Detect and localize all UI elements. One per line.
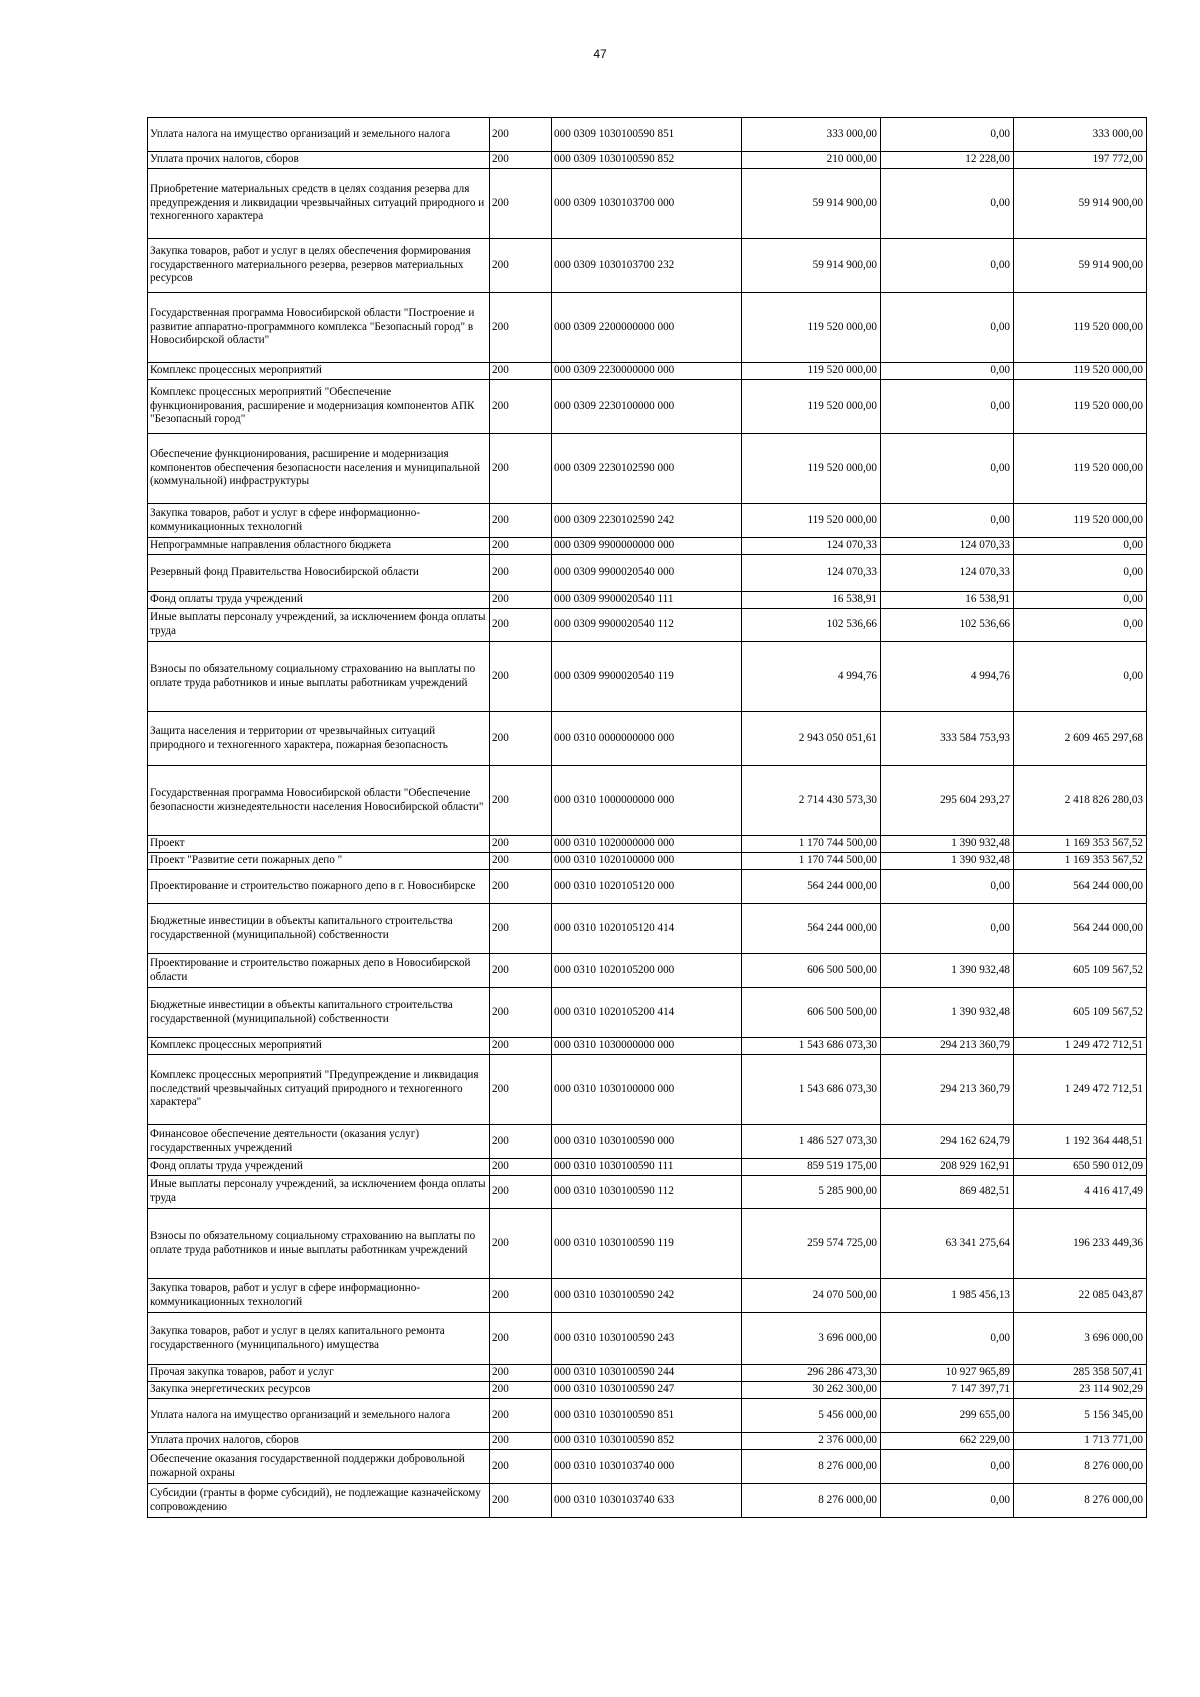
- row-name: Субсидии (гранты в форме субсидий), не подлежащие казначейскому сопровождению: [148, 1484, 490, 1518]
- row-executed-amount: 10 927 965,89: [881, 1365, 1014, 1382]
- row-executed-amount: 662 229,00: [881, 1433, 1014, 1450]
- table-row: [148, 836, 1147, 853]
- row-name: Уплата прочих налогов, сборов: [148, 152, 490, 169]
- row-approved-amount: 1 543 686 073,30: [742, 1038, 881, 1055]
- row-name: Проектирование и строительство пожарных депо в Новосибирской области: [148, 954, 490, 988]
- row-name: Взносы по обязательному социальному страхованию на выплаты по оплате труда работников и иные выплаты работникам учреждений: [148, 642, 490, 712]
- row-budget-classification-code: 000 0310 1020000000 000: [552, 836, 742, 853]
- row-budget-classification-code: 000 0310 1030103740 633: [552, 1484, 742, 1518]
- row-executed-amount: 0,00: [881, 1313, 1014, 1365]
- row-name: Закупка товаров, работ и услуг в сфере информационно-коммуникационных технологий: [148, 504, 490, 538]
- row-admin-code: 200: [490, 1484, 552, 1518]
- row-name: Закупка товаров, работ и услуг в целях капитального ремонта государственного (муниципального) имущества: [148, 1313, 490, 1365]
- table-row: [148, 1399, 1147, 1433]
- table-row: [148, 555, 1147, 592]
- row-name: Прочая закупка товаров, работ и услуг: [148, 1365, 490, 1382]
- row-approved-amount: 124 070,33: [742, 538, 881, 555]
- row-executed-amount: 299 655,00: [881, 1399, 1014, 1433]
- row-budget-classification-code: 000 0310 1030100000 000: [552, 1055, 742, 1125]
- table-row: [148, 1313, 1147, 1365]
- table-row: [148, 1125, 1147, 1159]
- table-row: [148, 853, 1147, 870]
- row-approved-amount: 119 520 000,00: [742, 293, 881, 363]
- row-admin-code: 200: [490, 363, 552, 380]
- row-remaining-amount: 1 249 472 712,51: [1014, 1055, 1147, 1125]
- row-name: Защита населения и территории от чрезвычайных ситуаций природного и техногенного характера, пожарная безопасность: [148, 712, 490, 766]
- row-budget-classification-code: 000 0310 1030103740 000: [552, 1450, 742, 1484]
- row-budget-classification-code: 000 0310 1030100590 851: [552, 1399, 742, 1433]
- row-remaining-amount: 59 914 900,00: [1014, 169, 1147, 239]
- row-admin-code: 200: [490, 504, 552, 538]
- row-remaining-amount: 196 233 449,36: [1014, 1209, 1147, 1279]
- row-remaining-amount: 285 358 507,41: [1014, 1365, 1147, 1382]
- row-budget-classification-code: 000 0310 1030100590 244: [552, 1365, 742, 1382]
- row-executed-amount: 0,00: [881, 1450, 1014, 1484]
- row-executed-amount: 1 390 932,48: [881, 853, 1014, 870]
- row-approved-amount: 606 500 500,00: [742, 954, 881, 988]
- row-remaining-amount: 59 914 900,00: [1014, 239, 1147, 293]
- row-budget-classification-code: 000 0310 1030100590 242: [552, 1279, 742, 1313]
- row-name: Закупка товаров, работ и услуг в сфере информационно-коммуникационных технологий: [148, 1279, 490, 1313]
- row-approved-amount: 2 376 000,00: [742, 1433, 881, 1450]
- row-remaining-amount: 1 169 353 567,52: [1014, 836, 1147, 853]
- row-admin-code: 200: [490, 1279, 552, 1313]
- table-row: [148, 954, 1147, 988]
- table-row: [148, 434, 1147, 504]
- row-remaining-amount: 605 109 567,52: [1014, 988, 1147, 1038]
- row-remaining-amount: 3 696 000,00: [1014, 1313, 1147, 1365]
- row-approved-amount: 2 943 050 051,61: [742, 712, 881, 766]
- row-approved-amount: 119 520 000,00: [742, 434, 881, 504]
- row-approved-amount: 859 519 175,00: [742, 1159, 881, 1176]
- row-approved-amount: 119 520 000,00: [742, 380, 881, 434]
- row-remaining-amount: 0,00: [1014, 642, 1147, 712]
- row-remaining-amount: 0,00: [1014, 609, 1147, 642]
- row-approved-amount: 124 070,33: [742, 555, 881, 592]
- row-name: Иные выплаты персоналу учреждений, за исключением фонда оплаты труда: [148, 609, 490, 642]
- row-remaining-amount: 564 244 000,00: [1014, 904, 1147, 954]
- table-row: [148, 1279, 1147, 1313]
- row-budget-classification-code: 000 0310 1030100590 112: [552, 1176, 742, 1209]
- table-row: [148, 504, 1147, 538]
- row-admin-code: 200: [490, 239, 552, 293]
- table-row: [148, 1450, 1147, 1484]
- row-approved-amount: 119 520 000,00: [742, 504, 881, 538]
- row-admin-code: 200: [490, 538, 552, 555]
- row-budget-classification-code: 000 0309 2230100000 000: [552, 380, 742, 434]
- table-row: [148, 1159, 1147, 1176]
- row-executed-amount: 333 584 753,93: [881, 712, 1014, 766]
- row-remaining-amount: 1 192 364 448,51: [1014, 1125, 1147, 1159]
- row-executed-amount: 7 147 397,71: [881, 1382, 1014, 1399]
- row-name: Иные выплаты персоналу учреждений, за исключением фонда оплаты труда: [148, 1176, 490, 1209]
- row-remaining-amount: 605 109 567,52: [1014, 954, 1147, 988]
- row-name: Фонд оплаты труда учреждений: [148, 1159, 490, 1176]
- row-remaining-amount: 22 085 043,87: [1014, 1279, 1147, 1313]
- row-admin-code: 200: [490, 712, 552, 766]
- row-budget-classification-code: 000 0310 1030100590 247: [552, 1382, 742, 1399]
- row-admin-code: 200: [490, 555, 552, 592]
- row-admin-code: 200: [490, 592, 552, 609]
- table-row: [148, 988, 1147, 1038]
- row-remaining-amount: 0,00: [1014, 538, 1147, 555]
- table-row: [148, 169, 1147, 239]
- row-remaining-amount: 1 713 771,00: [1014, 1433, 1147, 1450]
- row-remaining-amount: 23 114 902,29: [1014, 1382, 1147, 1399]
- row-approved-amount: 210 000,00: [742, 152, 881, 169]
- row-admin-code: 200: [490, 152, 552, 169]
- row-remaining-amount: 0,00: [1014, 555, 1147, 592]
- page-number: 47: [593, 47, 607, 61]
- row-budget-classification-code: 000 0309 9900000000 000: [552, 538, 742, 555]
- row-remaining-amount: 1 249 472 712,51: [1014, 1038, 1147, 1055]
- row-remaining-amount: 8 276 000,00: [1014, 1484, 1147, 1518]
- row-approved-amount: 1 543 686 073,30: [742, 1055, 881, 1125]
- row-admin-code: 200: [490, 1038, 552, 1055]
- row-name: Бюджетные инвестиции в объекты капитального строительства государственной (муниципальной) собственности: [148, 988, 490, 1038]
- row-executed-amount: 124 070,33: [881, 555, 1014, 592]
- row-name: Приобретение материальных средств в целях создания резерва для предупреждения и ликвидации чрезвычайных ситуаций природного и техногенного характера: [148, 169, 490, 239]
- row-admin-code: 200: [490, 1433, 552, 1450]
- row-budget-classification-code: 000 0309 2230102590 242: [552, 504, 742, 538]
- row-name: Обеспечение функционирования, расширение и модернизация компонентов обеспечения безопасности населения и муниципальной (коммунальной) инфраструктуры: [148, 434, 490, 504]
- table-row: [148, 1365, 1147, 1382]
- row-budget-classification-code: 000 0309 2230000000 000: [552, 363, 742, 380]
- row-approved-amount: 1 170 744 500,00: [742, 853, 881, 870]
- row-approved-amount: 119 520 000,00: [742, 363, 881, 380]
- row-approved-amount: 5 285 900,00: [742, 1176, 881, 1209]
- table-row: [148, 1209, 1147, 1279]
- row-approved-amount: 2 714 430 573,30: [742, 766, 881, 836]
- table-row: [148, 1484, 1147, 1518]
- row-remaining-amount: 119 520 000,00: [1014, 293, 1147, 363]
- row-admin-code: 200: [490, 1159, 552, 1176]
- row-budget-classification-code: 000 0309 2230102590 000: [552, 434, 742, 504]
- row-executed-amount: 0,00: [881, 118, 1014, 152]
- row-approved-amount: 59 914 900,00: [742, 239, 881, 293]
- row-admin-code: 200: [490, 1382, 552, 1399]
- row-name: Бюджетные инвестиции в объекты капитального строительства государственной (муниципальной) собственности: [148, 904, 490, 954]
- row-remaining-amount: 0,00: [1014, 592, 1147, 609]
- row-admin-code: 200: [490, 836, 552, 853]
- table-row: [148, 1433, 1147, 1450]
- row-approved-amount: 24 070 500,00: [742, 1279, 881, 1313]
- row-name: Взносы по обязательному социальному страхованию на выплаты по оплате труда работников и иные выплаты работникам учреждений: [148, 1209, 490, 1279]
- row-budget-classification-code: 000 0309 9900020540 111: [552, 592, 742, 609]
- table-row: [148, 592, 1147, 609]
- table-row: [148, 293, 1147, 363]
- row-admin-code: 200: [490, 1399, 552, 1433]
- row-approved-amount: 30 262 300,00: [742, 1382, 881, 1399]
- row-name: Резервный фонд Правительства Новосибирской области: [148, 555, 490, 592]
- row-approved-amount: 333 000,00: [742, 118, 881, 152]
- row-budget-classification-code: 000 0310 1030000000 000: [552, 1038, 742, 1055]
- row-name: Комплекс процессных мероприятий "Предупреждение и ликвидация последствий чрезвычайных ситуаций природного и техногенного характера": [148, 1055, 490, 1125]
- row-approved-amount: 296 286 473,30: [742, 1365, 881, 1382]
- row-budget-classification-code: 000 0310 1000000000 000: [552, 766, 742, 836]
- row-budget-classification-code: 000 0309 9900020540 000: [552, 555, 742, 592]
- row-approved-amount: 102 536,66: [742, 609, 881, 642]
- table-body: [148, 118, 1147, 1518]
- row-admin-code: 200: [490, 766, 552, 836]
- row-executed-amount: 0,00: [881, 380, 1014, 434]
- row-admin-code: 200: [490, 1450, 552, 1484]
- row-executed-amount: 16 538,91: [881, 592, 1014, 609]
- row-executed-amount: 208 929 162,91: [881, 1159, 1014, 1176]
- row-name: Уплата прочих налогов, сборов: [148, 1433, 490, 1450]
- row-name: Проект: [148, 836, 490, 853]
- budget-execution-table: [147, 117, 1147, 1518]
- row-remaining-amount: 564 244 000,00: [1014, 870, 1147, 904]
- row-admin-code: 200: [490, 1365, 552, 1382]
- row-executed-amount: 0,00: [881, 434, 1014, 504]
- row-executed-amount: 869 482,51: [881, 1176, 1014, 1209]
- row-admin-code: 200: [490, 1055, 552, 1125]
- row-admin-code: 200: [490, 904, 552, 954]
- row-executed-amount: 0,00: [881, 1484, 1014, 1518]
- row-approved-amount: 606 500 500,00: [742, 988, 881, 1038]
- row-executed-amount: 0,00: [881, 504, 1014, 538]
- row-admin-code: 200: [490, 1209, 552, 1279]
- row-name: Комплекс процессных мероприятий: [148, 363, 490, 380]
- row-budget-classification-code: 000 0309 1030100590 852: [552, 152, 742, 169]
- row-admin-code: 200: [490, 293, 552, 363]
- table-row: [148, 1382, 1147, 1399]
- row-executed-amount: 0,00: [881, 363, 1014, 380]
- row-approved-amount: 1 170 744 500,00: [742, 836, 881, 853]
- row-budget-classification-code: 000 0310 1020105200 414: [552, 988, 742, 1038]
- row-remaining-amount: 119 520 000,00: [1014, 504, 1147, 538]
- row-budget-classification-code: 000 0310 0000000000 000: [552, 712, 742, 766]
- row-name: Комплекс процессных мероприятий "Обеспечение функционирования, расширение и модернизация компонентов АПК "Безопасный город": [148, 380, 490, 434]
- row-approved-amount: 8 276 000,00: [742, 1484, 881, 1518]
- row-executed-amount: 294 213 360,79: [881, 1055, 1014, 1125]
- row-remaining-amount: 2 609 465 297,68: [1014, 712, 1147, 766]
- row-budget-classification-code: 000 0309 1030103700 232: [552, 239, 742, 293]
- table-row: [148, 870, 1147, 904]
- row-admin-code: 200: [490, 118, 552, 152]
- row-executed-amount: 124 070,33: [881, 538, 1014, 555]
- table-row: [148, 1055, 1147, 1125]
- row-approved-amount: 16 538,91: [742, 592, 881, 609]
- row-executed-amount: 0,00: [881, 870, 1014, 904]
- row-name: Непрограммные направления областного бюджета: [148, 538, 490, 555]
- table-row: [148, 766, 1147, 836]
- row-admin-code: 200: [490, 870, 552, 904]
- row-executed-amount: 102 536,66: [881, 609, 1014, 642]
- row-remaining-amount: 119 520 000,00: [1014, 380, 1147, 434]
- row-name: Государственная программа Новосибирской области "Обеспечение безопасности жизнедеятельности населения Новосибирской области": [148, 766, 490, 836]
- row-remaining-amount: 1 169 353 567,52: [1014, 853, 1147, 870]
- row-budget-classification-code: 000 0309 2200000000 000: [552, 293, 742, 363]
- row-name: Уплата налога на имущество организаций и земельного налога: [148, 118, 490, 152]
- row-admin-code: 200: [490, 380, 552, 434]
- row-admin-code: 200: [490, 642, 552, 712]
- table-row: [148, 1176, 1147, 1209]
- table-row: [148, 152, 1147, 169]
- row-budget-classification-code: 000 0309 1030100590 851: [552, 118, 742, 152]
- row-approved-amount: 564 244 000,00: [742, 870, 881, 904]
- table-row: [148, 380, 1147, 434]
- row-remaining-amount: 650 590 012,09: [1014, 1159, 1147, 1176]
- table-row: [148, 712, 1147, 766]
- row-executed-amount: 294 162 624,79: [881, 1125, 1014, 1159]
- row-remaining-amount: 333 000,00: [1014, 118, 1147, 152]
- row-name: Проектирование и строительство пожарного депо в г. Новосибирске: [148, 870, 490, 904]
- row-remaining-amount: 4 416 417,49: [1014, 1176, 1147, 1209]
- row-executed-amount: 1 390 932,48: [881, 836, 1014, 853]
- row-executed-amount: 295 604 293,27: [881, 766, 1014, 836]
- row-approved-amount: 5 456 000,00: [742, 1399, 881, 1433]
- row-executed-amount: 0,00: [881, 293, 1014, 363]
- row-budget-classification-code: 000 0310 1020105120 414: [552, 904, 742, 954]
- table-row: [148, 642, 1147, 712]
- row-name: Уплата налога на имущество организаций и земельного налога: [148, 1399, 490, 1433]
- row-approved-amount: 8 276 000,00: [742, 1450, 881, 1484]
- row-name: Комплекс процессных мероприятий: [148, 1038, 490, 1055]
- row-name: Закупка энергетических ресурсов: [148, 1382, 490, 1399]
- row-admin-code: 200: [490, 434, 552, 504]
- row-executed-amount: 1 390 932,48: [881, 988, 1014, 1038]
- table-row: [148, 609, 1147, 642]
- row-executed-amount: 1 985 456,13: [881, 1279, 1014, 1313]
- row-name: Закупка товаров, работ и услуг в целях обеспечения формирования государственного материального резерва, резервов материальных ресурсов: [148, 239, 490, 293]
- row-approved-amount: 59 914 900,00: [742, 169, 881, 239]
- row-budget-classification-code: 000 0310 1030100590 000: [552, 1125, 742, 1159]
- row-budget-classification-code: 000 0310 1020105120 000: [552, 870, 742, 904]
- row-admin-code: 200: [490, 954, 552, 988]
- row-budget-classification-code: 000 0309 9900020540 119: [552, 642, 742, 712]
- row-approved-amount: 4 994,76: [742, 642, 881, 712]
- table-row: [148, 904, 1147, 954]
- row-remaining-amount: 119 520 000,00: [1014, 363, 1147, 380]
- row-name: Обеспечение оказания государственной поддержки добровольной пожарной охраны: [148, 1450, 490, 1484]
- row-remaining-amount: 119 520 000,00: [1014, 434, 1147, 504]
- row-budget-classification-code: 000 0310 1020100000 000: [552, 853, 742, 870]
- row-name: Проект "Развитие сети пожарных депо ": [148, 853, 490, 870]
- row-admin-code: 200: [490, 1125, 552, 1159]
- table-row: [148, 239, 1147, 293]
- table-row: [148, 1038, 1147, 1055]
- row-executed-amount: 0,00: [881, 169, 1014, 239]
- row-budget-classification-code: 000 0309 1030103700 000: [552, 169, 742, 239]
- row-budget-classification-code: 000 0310 1030100590 852: [552, 1433, 742, 1450]
- row-approved-amount: 259 574 725,00: [742, 1209, 881, 1279]
- row-budget-classification-code: 000 0310 1030100590 111: [552, 1159, 742, 1176]
- row-admin-code: 200: [490, 1176, 552, 1209]
- row-executed-amount: 0,00: [881, 239, 1014, 293]
- row-admin-code: 200: [490, 853, 552, 870]
- row-executed-amount: 4 994,76: [881, 642, 1014, 712]
- row-executed-amount: 294 213 360,79: [881, 1038, 1014, 1055]
- row-remaining-amount: 5 156 345,00: [1014, 1399, 1147, 1433]
- row-executed-amount: 1 390 932,48: [881, 954, 1014, 988]
- row-budget-classification-code: 000 0310 1020105200 000: [552, 954, 742, 988]
- row-remaining-amount: 197 772,00: [1014, 152, 1147, 169]
- table-row: [148, 538, 1147, 555]
- row-remaining-amount: 8 276 000,00: [1014, 1450, 1147, 1484]
- row-admin-code: 200: [490, 1313, 552, 1365]
- row-name: Государственная программа Новосибирской области "Построение и развитие аппаратно-программного комплекса "Безопасный город" в Новосибирской области": [148, 293, 490, 363]
- row-executed-amount: 0,00: [881, 904, 1014, 954]
- row-approved-amount: 564 244 000,00: [742, 904, 881, 954]
- row-approved-amount: 3 696 000,00: [742, 1313, 881, 1365]
- row-approved-amount: 1 486 527 073,30: [742, 1125, 881, 1159]
- row-budget-classification-code: 000 0310 1030100590 243: [552, 1313, 742, 1365]
- row-name: Финансовое обеспечение деятельности (оказания услуг) государственных учреждений: [148, 1125, 490, 1159]
- row-admin-code: 200: [490, 988, 552, 1038]
- row-executed-amount: 63 341 275,64: [881, 1209, 1014, 1279]
- row-executed-amount: 12 228,00: [881, 152, 1014, 169]
- row-remaining-amount: 2 418 826 280,03: [1014, 766, 1147, 836]
- table-row: [148, 118, 1147, 152]
- row-name: Фонд оплаты труда учреждений: [148, 592, 490, 609]
- table-row: [148, 363, 1147, 380]
- row-admin-code: 200: [490, 169, 552, 239]
- row-admin-code: 200: [490, 609, 552, 642]
- row-budget-classification-code: 000 0310 1030100590 119: [552, 1209, 742, 1279]
- row-budget-classification-code: 000 0309 9900020540 112: [552, 609, 742, 642]
